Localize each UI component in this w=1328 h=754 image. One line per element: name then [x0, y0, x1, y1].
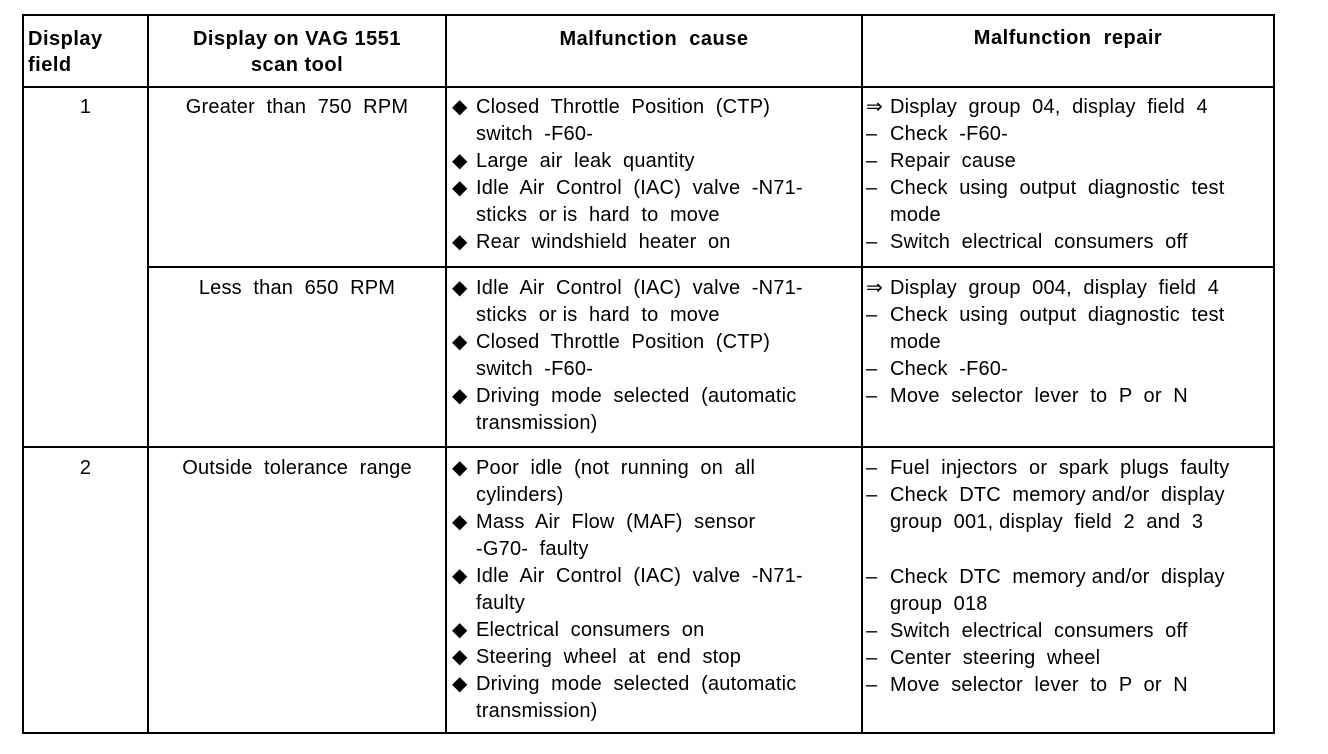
item-text-line: Steering wheel at end stop: [476, 646, 742, 668]
item-text-line: Idle Air Control (IAC) valve -N71-: [476, 177, 803, 199]
repair-marker-icon: –: [866, 647, 878, 669]
header-divider: [24, 86, 1273, 88]
item-text-line: Electrical consumers on: [476, 619, 705, 641]
item-text-line: Check DTC memory and/or display: [890, 484, 1225, 506]
row3-field: 2: [79, 457, 92, 479]
item-text-line: mode: [890, 204, 941, 226]
repair-marker-icon: –: [866, 358, 878, 380]
column-divider-2: [445, 16, 447, 732]
repair-marker-icon: –: [866, 620, 878, 642]
repair-marker-icon: –: [866, 231, 878, 253]
row2-repairs: [866, 275, 1270, 410]
repair-item: [866, 455, 1270, 482]
repair-item: [866, 482, 1270, 536]
item-text-line: Idle Air Control (IAC) valve -N71-: [476, 565, 803, 587]
row3-causes: [452, 455, 856, 725]
item-text-line: Repair cause: [890, 150, 1016, 172]
item-text-line: Check -F60-: [890, 123, 1008, 145]
row2-display: Less than 650 RPM: [198, 277, 396, 299]
column-divider-1: [147, 16, 149, 732]
item-text-line: Check -F60-: [890, 358, 1008, 380]
bullet-diamond-icon: ◆: [452, 231, 468, 253]
repair-item: [866, 618, 1270, 645]
column-divider-3: [861, 16, 863, 732]
repair-marker-icon: –: [866, 385, 878, 407]
item-text-line: Rear windshield heater on: [476, 231, 731, 253]
item-text-line: switch -F60-: [476, 123, 594, 145]
item-text-line: Idle Air Control (IAC) valve -N71-: [476, 277, 803, 299]
repair-marker-icon: –: [866, 150, 878, 172]
item-text-line: Fuel injectors or spark plugs faulty: [890, 457, 1230, 479]
bullet-diamond-icon: ◆: [452, 385, 468, 407]
item-text-line: Switch electrical consumers off: [890, 231, 1188, 253]
header-display-field: [28, 26, 103, 78]
header-display-on-line1: Display on VAG 1551: [192, 28, 402, 50]
repair-marker-icon: –: [866, 177, 878, 199]
row1-repairs: [866, 94, 1270, 256]
cause-item: [452, 148, 856, 175]
header-cause: Malfunction cause: [559, 28, 749, 50]
item-text-line: transmission): [476, 700, 598, 722]
cause-item: [452, 563, 856, 617]
repair-item: [866, 564, 1270, 618]
item-text-line: cylinders): [476, 484, 564, 506]
item-text-line: transmission): [476, 412, 598, 434]
item-text-line: Poor idle (not running on all: [476, 457, 756, 479]
row1-causes: [452, 94, 856, 256]
item-text-line: Driving mode selected (automatic: [476, 385, 797, 407]
item-text-line: Mass Air Flow (MAF) sensor: [476, 511, 756, 533]
header-display-field-line1: Display: [28, 28, 103, 50]
row1-display: Greater than 750 RPM: [185, 96, 409, 118]
item-text-line: Display group 04, display field 4: [890, 96, 1208, 118]
bullet-diamond-icon: ◆: [452, 150, 468, 172]
item-text-line: Driving mode selected (automatic: [476, 673, 797, 695]
header-display-field-line2: field: [28, 54, 72, 76]
row-divider-2-3: [24, 446, 1273, 448]
repair-item: [866, 148, 1270, 175]
cause-item: [452, 671, 856, 725]
repair-item: [866, 672, 1270, 699]
cause-item: [452, 329, 856, 383]
bullet-diamond-icon: ◆: [452, 646, 468, 668]
repair-marker-icon: ⇒: [866, 96, 883, 118]
bullet-diamond-icon: ◆: [452, 331, 468, 353]
row3-display: Outside tolerance range: [182, 457, 412, 479]
repair-item: [866, 275, 1270, 302]
repair-marker-icon: –: [866, 457, 878, 479]
repair-marker-icon: –: [866, 123, 878, 145]
repair-item: [866, 383, 1270, 410]
cause-item: [452, 94, 856, 148]
cause-item: [452, 175, 856, 229]
item-text-line: Closed Throttle Position (CTP): [476, 331, 771, 353]
item-text-line: -G70- faulty: [476, 538, 589, 560]
item-text-line: Move selector lever to P or N: [890, 674, 1188, 696]
row-divider-1-2: [147, 266, 1273, 268]
cause-item: [452, 383, 856, 437]
repair-marker-icon: –: [866, 566, 878, 588]
item-text-line: Move selector lever to P or N: [890, 385, 1188, 407]
repair-marker-icon: ⇒: [866, 277, 883, 299]
bullet-diamond-icon: ◆: [452, 619, 468, 641]
item-text-line: Center steering wheel: [890, 647, 1101, 669]
item-text-line: Large air leak quantity: [476, 150, 695, 172]
item-text-line: Check using output diagnostic test: [890, 304, 1225, 326]
repair-item: [866, 94, 1270, 121]
cause-item: [452, 455, 856, 509]
repair-item: [866, 121, 1270, 148]
cause-item: [452, 509, 856, 563]
header-repair: Malfunction repair: [973, 27, 1163, 49]
bullet-diamond-icon: ◆: [452, 457, 468, 479]
item-text-line: faulty: [476, 592, 526, 614]
item-text-line: Check DTC memory and/or display: [890, 566, 1225, 588]
item-text-line: Closed Throttle Position (CTP): [476, 96, 771, 118]
cause-item: [452, 275, 856, 329]
item-text-line: switch -F60-: [476, 358, 594, 380]
row2-causes: [452, 275, 856, 437]
bullet-diamond-icon: ◆: [452, 673, 468, 695]
repair-marker-icon: –: [866, 304, 878, 326]
bullet-diamond-icon: ◆: [452, 511, 468, 533]
bullet-diamond-icon: ◆: [452, 96, 468, 118]
row1-field: 1: [79, 96, 92, 118]
item-text-line: Check using output diagnostic test: [890, 177, 1225, 199]
item-text-line: group 001, display field 2 and 3: [890, 511, 1204, 533]
repair-marker-icon: –: [866, 674, 878, 696]
repair-item: [866, 175, 1270, 229]
item-text-line: sticks or is hard to move: [476, 204, 720, 226]
cause-item: [452, 229, 856, 256]
repair-item: [866, 302, 1270, 356]
item-text-line: mode: [890, 331, 941, 353]
repair-item: [866, 229, 1270, 256]
header-display-on-line2: scan tool: [250, 54, 344, 76]
item-text-line: Switch electrical consumers off: [890, 620, 1188, 642]
repair-marker-icon: –: [866, 484, 878, 506]
bullet-diamond-icon: ◆: [452, 277, 468, 299]
cause-item: [452, 617, 856, 644]
item-text-line: Display group 004, display field 4: [890, 277, 1220, 299]
repair-item: [866, 645, 1270, 672]
cause-item: [452, 644, 856, 671]
diagnostic-table: [22, 14, 1275, 734]
repair-item: [866, 356, 1270, 383]
item-text-line: group 018: [890, 593, 988, 615]
item-text-line: sticks or is hard to move: [476, 304, 720, 326]
row3-repairs: [866, 455, 1270, 699]
bullet-diamond-icon: ◆: [452, 177, 468, 199]
header-display-on: [149, 26, 445, 78]
bullet-diamond-icon: ◆: [452, 565, 468, 587]
